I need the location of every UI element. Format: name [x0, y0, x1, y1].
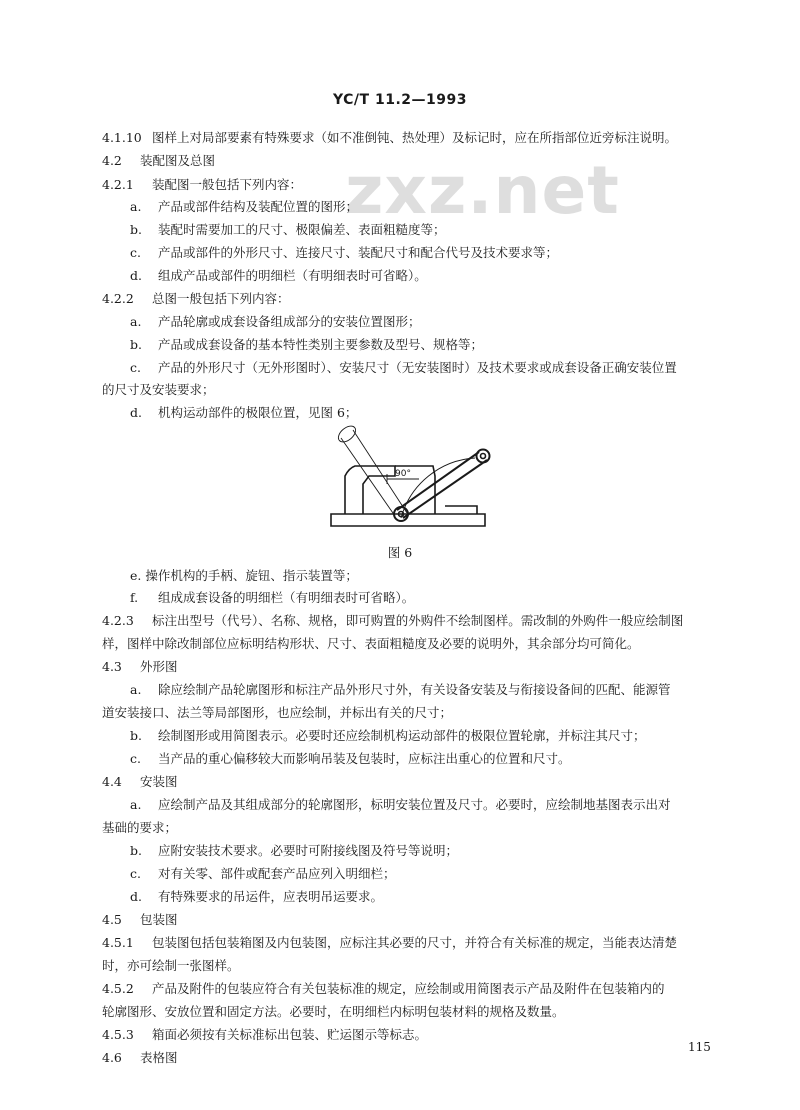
item-letter: a.	[130, 682, 142, 697]
item-letter: c.	[130, 751, 141, 766]
item-letter: d.	[130, 405, 142, 420]
item-text: 产品的外形尺寸（无外形图时）、安装尺寸（无安装图时）及技术要求或成套设备正确安装位置	[158, 360, 677, 375]
item-text: 装配时需要加工的尺寸、极限偏差、表面粗糙度等；	[158, 222, 446, 237]
item-letter: b.	[130, 843, 142, 858]
clause-4-6	[102, 1050, 178, 1066]
list-item	[130, 199, 358, 215]
list-item	[130, 405, 357, 421]
clause-number: 4.2	[102, 153, 122, 168]
clause-text: 总图一般包括下列内容：	[152, 291, 290, 306]
clause-number: 4.2.2	[102, 291, 134, 306]
clause-number: 4.5.1	[102, 935, 134, 950]
section-heading: 外形图	[140, 659, 178, 674]
clause-number: 4.5	[102, 912, 122, 927]
item-letter: b.	[130, 728, 142, 743]
angle-label: 90°	[395, 469, 411, 479]
clause-number: 4.3	[102, 659, 122, 674]
clause-number: 4.5.2	[102, 981, 134, 996]
clause-text: 装配图一般包括下列内容：	[152, 177, 303, 192]
item-text: 产品或部件的外形尺寸、连接尺寸、装配尺寸和配合代号及技术要求等；	[158, 245, 559, 260]
continuation-line	[102, 820, 177, 836]
item-letter: b.	[130, 337, 142, 352]
clause-text: 时，亦可绘制一张图样。	[102, 958, 240, 973]
item-text: 产品或部件结构及装配位置的图形；	[158, 199, 359, 214]
clause-text: 包装图包括包装箱图及内包装图，应标注其必要的尺寸，并符合有关标准的规定，当能表达清楚	[152, 935, 678, 950]
clause-4-2-2	[102, 291, 290, 307]
section-heading: 装配图及总图	[140, 153, 216, 168]
item-letter: d.	[130, 268, 142, 283]
watermark: zxz.net	[345, 152, 620, 229]
clause-text: 标注出型号（代号）、名称、规格，即可购置的外购件不绘制图样。需改制的外购件一般应绘制图	[152, 613, 684, 628]
page-header: YC/T 11.2—1993	[333, 92, 467, 108]
figure-6-mechanism-drawing	[325, 418, 505, 530]
clause-4-2	[102, 153, 215, 169]
list-item	[130, 245, 558, 261]
item-letter: a.	[130, 314, 142, 329]
clause-4-1-10	[102, 130, 677, 146]
item-text: 当产品的重心偏移较大而影响吊装及包装时，应标注出重心的位置和尺寸。	[158, 751, 571, 766]
list-item	[130, 728, 646, 744]
clause-4-5-3	[102, 1027, 427, 1043]
item-text: 道安装接口、法兰等局部图形，也应绘制，并标出有关的尺寸；	[102, 705, 453, 720]
clause-number: 4.1.10	[102, 130, 142, 145]
list-item	[130, 889, 383, 905]
list-item	[130, 268, 427, 284]
item-text: e. 操作机构的手柄、旋钮、指示装置等；	[130, 568, 358, 583]
section-heading: 包装图	[140, 912, 178, 927]
list-item	[130, 337, 483, 353]
page-number: 115	[688, 1040, 711, 1054]
list-item	[130, 682, 671, 698]
section-heading: 表格图	[140, 1050, 178, 1065]
item-text: 产品轮廓或成套设备组成部分的安装位置图形；	[158, 314, 421, 329]
item-text: 组成产品或部件的明细栏（有明细表时可省略）。	[158, 268, 427, 283]
item-letter: c.	[130, 866, 141, 881]
clause-text: 轮廓图形、安放位置和固定方法。必要时，在明细栏内标明包装材料的规格及数量。	[102, 1004, 565, 1019]
item-text: 有特殊要求的吊运件，应表明吊运要求。	[158, 889, 384, 904]
list-item	[130, 222, 446, 238]
item-text: 产品或成套设备的基本特性类别主要参数及型号、规格等；	[158, 337, 484, 352]
clause-number: 4.5.3	[102, 1027, 134, 1042]
item-text: 对有关零、部件或配套产品应列入明细栏；	[158, 866, 396, 881]
list-item	[130, 843, 458, 859]
section-heading: 安装图	[140, 774, 178, 789]
list-item	[130, 568, 358, 584]
figure-caption: 图 6	[387, 545, 413, 560]
item-letter: a.	[130, 797, 142, 812]
continuation-line	[102, 382, 215, 398]
continuation-line	[102, 705, 452, 721]
clause-4-5	[102, 912, 178, 928]
clause-4-5-2	[102, 981, 665, 997]
clause-number: 4.2.1	[102, 177, 134, 192]
clause-number: 4.6	[102, 1050, 122, 1065]
list-item	[130, 360, 677, 376]
list-item	[130, 314, 421, 330]
clause-text: 图样上对局部要素有特殊要求（如不准倒钝、热处理）及标记时，应在所指部位近旁标注说明。	[152, 130, 678, 145]
item-text: 机构运动部件的极限位置，见图 6；	[158, 405, 358, 420]
item-letter: f.	[130, 590, 139, 605]
continuation-line	[102, 636, 640, 652]
clause-4-2-3	[102, 613, 683, 629]
item-letter: d.	[130, 889, 142, 904]
continuation-line	[102, 1004, 565, 1020]
mechanism-drawing	[325, 418, 505, 530]
continuation-line	[102, 958, 240, 974]
item-letter: c.	[130, 245, 141, 260]
clause-number: 4.2.3	[102, 613, 134, 628]
clause-4-2-1	[102, 177, 302, 193]
list-item	[130, 751, 571, 767]
item-text: 应附安装技术要求。必要时可附接线图及符号等说明；	[158, 843, 459, 858]
list-item	[130, 590, 414, 606]
clause-4-5-1	[102, 935, 677, 951]
clause-text: 样，图样中除改制部位应标明结构形状、尺寸、表面粗糙度及必要的说明外，其余部分均可简化。	[102, 636, 640, 651]
item-text: 应绘制产品及其组成部分的轮廓图形，标明安装位置及尺寸。必要时，应绘制地基图表示出对	[158, 797, 671, 812]
item-letter: b.	[130, 222, 142, 237]
item-letter: c.	[130, 360, 141, 375]
clause-4-3	[102, 659, 178, 675]
list-item	[130, 866, 396, 882]
list-item	[130, 797, 671, 813]
clause-number: 4.4	[102, 774, 122, 789]
item-letter: a.	[130, 199, 142, 214]
item-text: 组成成套设备的明细栏（有明细表时可省略）。	[158, 590, 415, 605]
clause-text: 产品及附件的包装应符合有关包装标准的规定，应绘制或用简图表示产品及附件在包装箱内的	[152, 981, 665, 996]
clause-text: 箱面必须按有关标准标出包装、贮运图示等标志。	[152, 1027, 428, 1042]
item-text: 基础的要求；	[102, 820, 178, 835]
item-text: 的尺寸及安装要求；	[102, 382, 215, 397]
clause-4-4	[102, 774, 178, 790]
item-text: 绘制图形或用简图表示。必要时还应绘制机构运动部件的极限位置轮廓，并标注其尺寸；	[158, 728, 646, 743]
item-text: 除应绘制产品轮廓图形和标注产品外形尺寸外，有关设备安装及与衔接设备间的匹配、能源管	[158, 682, 671, 697]
